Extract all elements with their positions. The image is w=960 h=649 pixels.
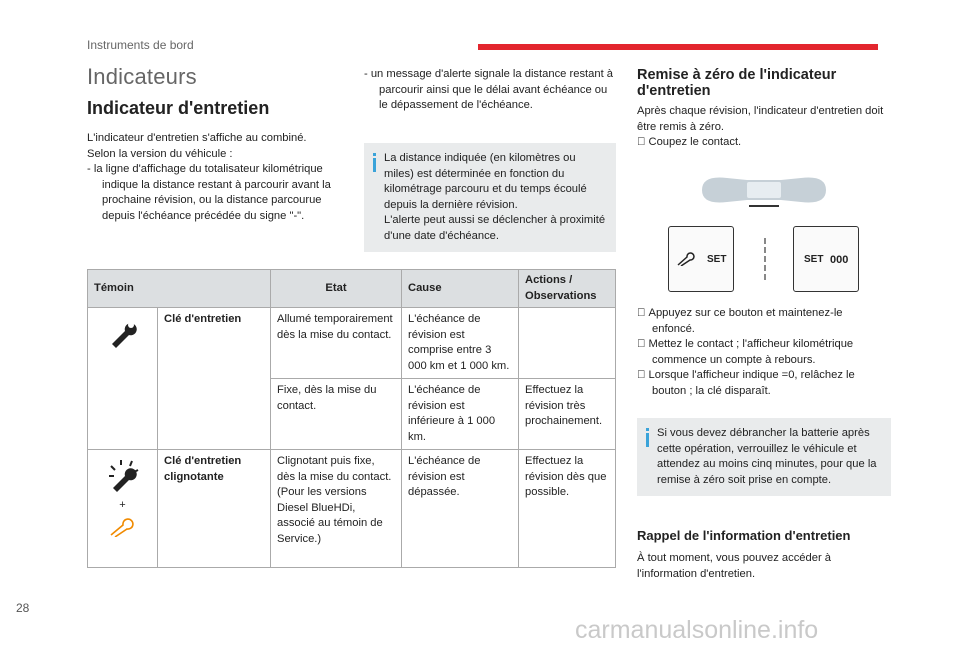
blinking-wrench-icon (105, 458, 141, 494)
info-box (364, 143, 616, 252)
paragraph: Après chaque révision, l'indicateur d'entretien doit être remis à zéro. (637, 105, 884, 133)
remise-steps (637, 306, 887, 399)
info-text: Si vous devez débrancher la batterie après cette opération, verrouillez le véhicule et attendez au moins cinq minutes, pour que la remise à zéro soit prise en compte. (657, 427, 877, 486)
info-icon (646, 428, 649, 447)
cluster-illustration (697, 170, 831, 210)
step-item: Mettez le contact ; l'afficheur kilométrique commence un compte à rebours. (637, 322, 842, 350)
table-cell: Allumé temporairement dès la mise du contact. (271, 308, 402, 379)
wrench-icon (677, 252, 697, 266)
watermark: carmanualsonline.info (575, 616, 819, 644)
table-header-row (88, 270, 616, 308)
section-label: Instruments de bord (87, 38, 194, 52)
page-number: 28 (16, 601, 30, 615)
indicator-name: Clé d'entretien clignotante (158, 450, 271, 568)
table-cell (519, 308, 616, 379)
key-label: SET (707, 254, 727, 265)
set-button-key (668, 226, 734, 292)
info-icon (373, 153, 376, 172)
page-title: Indicateurs (87, 64, 197, 89)
info-text: L'alerte peut aussi se déclencher à proximité d'une date d'échéance. (384, 214, 606, 242)
icon-cell (88, 450, 158, 568)
set-000-key (793, 226, 859, 292)
step-item: Lorsque l'afficheur indique =0, relâchez le bouton ; la clé disparaît. (637, 353, 887, 381)
divider (764, 238, 768, 280)
table-cell: Effectuez la révision très prochainement. (519, 379, 616, 450)
indicator-name: Clé d'entretien (158, 308, 271, 450)
icon-cell (88, 308, 158, 450)
paragraph: Selon la version du véhicule : (87, 147, 233, 160)
table-cell: L'échéance de révision est comprise entre 3 000 km et 1 000 km. (402, 308, 519, 379)
step-item: Coupez le contact. (637, 136, 730, 148)
info-box (637, 418, 891, 496)
col-header: Cause (402, 270, 519, 308)
plus-sign: + (119, 498, 126, 511)
key-label: SET (804, 254, 824, 265)
orange-wrench-icon (109, 517, 137, 537)
table-cell: L'échéance de révision est inférieure à 1 000 km. (402, 379, 519, 450)
warning-table (87, 269, 616, 568)
paragraph: L'indicateur d'entretien s'affiche au combiné. (87, 132, 307, 144)
remise-intro (637, 104, 887, 151)
rappel-text (637, 551, 887, 582)
wrench-icon (108, 318, 138, 348)
info-text: La distance indiquée (en kilomètres ou miles) est déterminée en fonction du kilométrage parcouru et du temps écoulé depuis la dernière révision. (384, 152, 587, 211)
col-header: Etat (271, 270, 402, 308)
table-cell: Effectuez la révision dès que possible. (519, 450, 616, 568)
intro-text (87, 131, 335, 224)
bullet-item: - un message d'alerte signale la distance restant à parcourir ainsi que le délai avant échéance ou le dépassement de l'échéance. (364, 68, 614, 111)
header-rule (478, 44, 878, 50)
table-cell: Fixe, dès la mise du contact. (271, 379, 402, 450)
col-header: Témoin (88, 270, 271, 308)
table-row (88, 308, 616, 379)
bullet-continued (364, 67, 614, 114)
bullet-item: - la ligne d'affichage du totalisateur kilométrique indique la distance restant à parcourir avant la prochaine révision, ou la distance parcourue depuis l'échéance précédée du signe "-". (87, 163, 331, 222)
step-item: Appuyez sur ce bouton et maintenez-le enfoncé. (637, 307, 878, 319)
section-heading-remise: Remise à zéro de l'indicateur d'entretien (637, 67, 837, 99)
table-cell: Clignotant puis fixe, dès la mise du contact. (Pour les versions Diesel BlueHDi, associé au témoin de Service.) (271, 450, 402, 568)
paragraph: À tout moment, vous pouvez accéder à l'information d'entretien. (637, 552, 832, 580)
instrument-cluster-icon (697, 170, 831, 210)
table-cell: L'échéance de révision est dépassée. (402, 450, 519, 568)
section-heading-rappel: Rappel de l'information d'entretien (637, 528, 851, 543)
col-header: Actions / Observations (519, 270, 616, 308)
key-value: 000 (830, 254, 849, 266)
section-heading-entretien: Indicateur d'entretien (87, 98, 270, 118)
table-row (88, 450, 616, 568)
